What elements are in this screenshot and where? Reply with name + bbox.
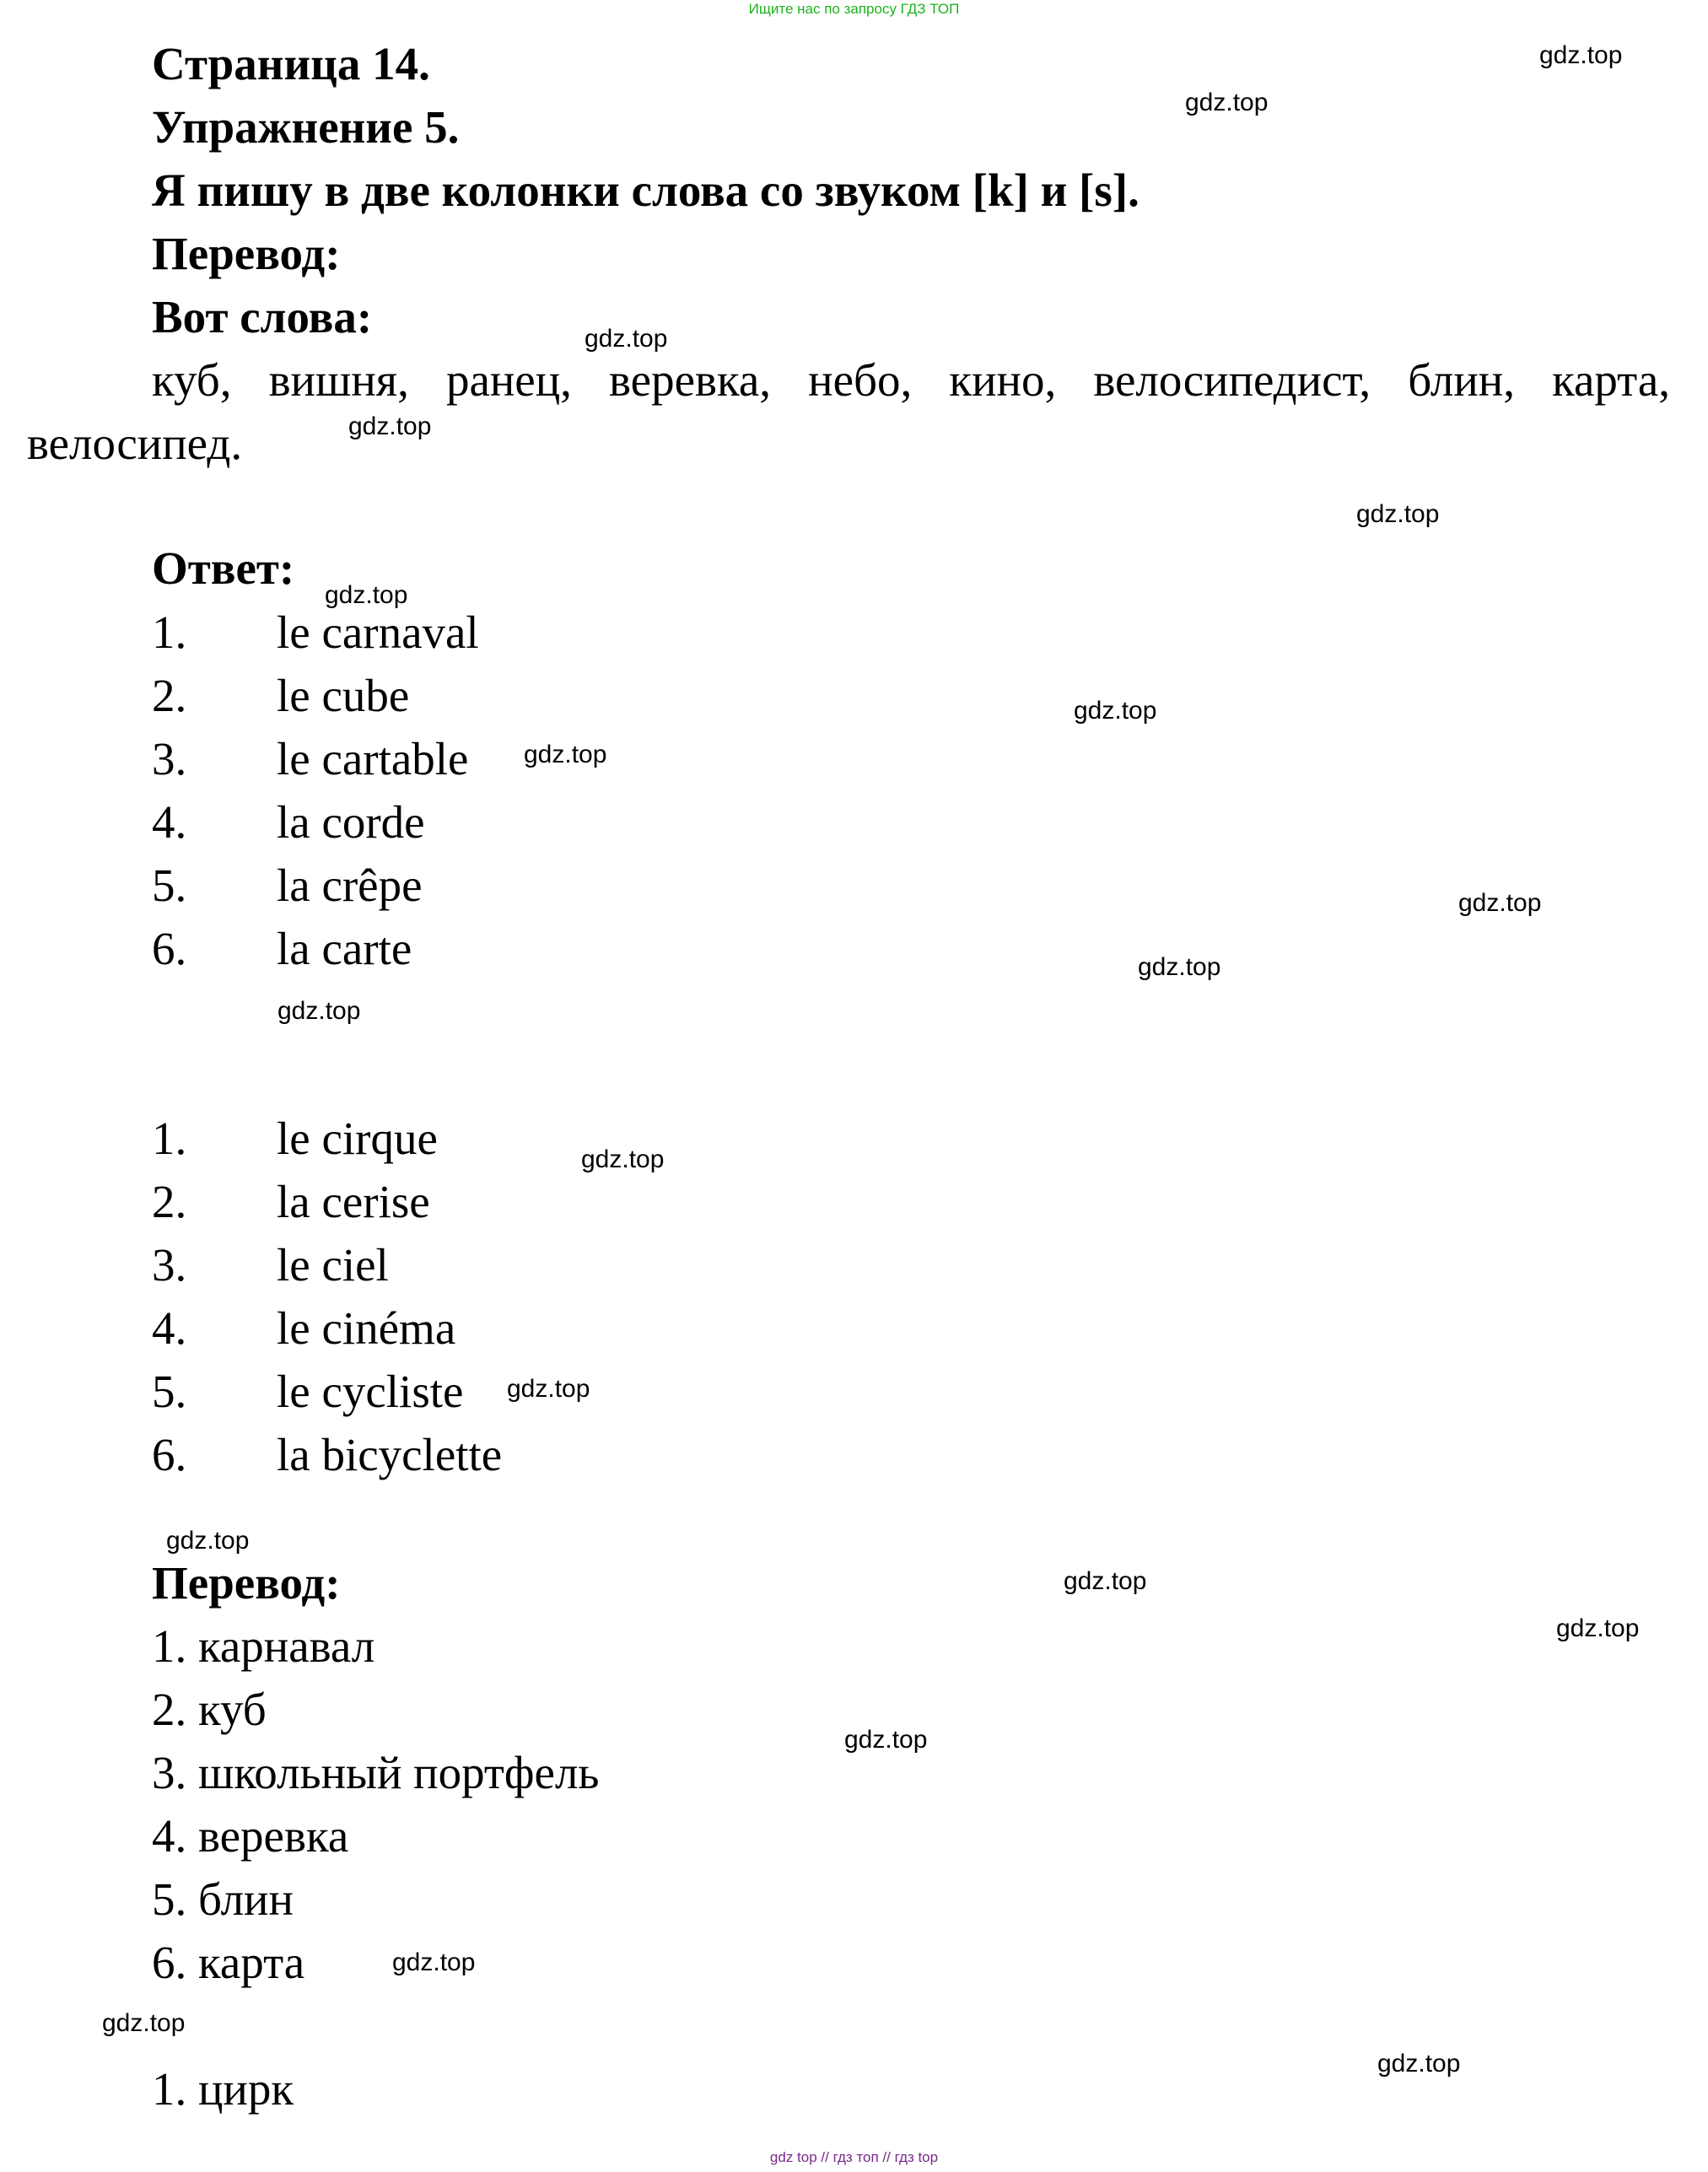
watermark: gdz.top <box>1556 1614 1640 1642</box>
list-number: 2. <box>152 670 187 721</box>
watermark: gdz.top <box>844 1726 928 1754</box>
word-item: блин, <box>1408 354 1515 406</box>
list-number: 3. <box>152 733 187 784</box>
translation-item: 6. карта <box>152 1937 305 1988</box>
page-title: Страница 14. <box>152 38 430 89</box>
list-number: 6. <box>152 1429 187 1480</box>
watermark: gdz.top <box>166 1527 250 1555</box>
list-word: la bicyclette <box>277 1429 503 1480</box>
list-word: la corde <box>277 796 425 848</box>
translation-item: 1. цирк <box>152 2063 294 2115</box>
list-word: le ciel <box>277 1239 389 1291</box>
words-list-line <box>152 353 1670 407</box>
list-number: 3. <box>152 1239 187 1291</box>
list-word: la carte <box>277 923 412 974</box>
list-word: la cerise <box>277 1176 430 1227</box>
answer-heading: Ответ: <box>152 542 295 594</box>
watermark: gdz.top <box>585 325 668 353</box>
list-word: la crêpe <box>277 860 423 911</box>
word-item: куб, <box>152 354 232 406</box>
list-word: le cycliste <box>277 1366 464 1417</box>
translation-heading: Перевод: <box>152 228 341 279</box>
watermark: gdz.top <box>1138 953 1221 981</box>
list-number: 1. <box>152 606 187 658</box>
words-list-continuation: велосипед. <box>27 418 243 469</box>
task-text: Я пишу в две колонки слова со звуком [k] и [s]. <box>152 164 1140 216</box>
translation-item: 2. куб <box>152 1684 267 1735</box>
translation-answer-heading: Перевод: <box>152 1557 341 1609</box>
list-number: 2. <box>152 1176 187 1227</box>
watermark: gdz.top <box>1377 2050 1461 2078</box>
watermark: gdz.top <box>581 1145 665 1173</box>
watermark: gdz.top <box>1356 500 1440 528</box>
watermark: gdz.top <box>1185 89 1269 116</box>
translation-item: 3. школьный портфель <box>152 1747 600 1798</box>
watermark: gdz.top <box>1539 41 1623 69</box>
watermark: gdz.top <box>325 581 408 609</box>
translation-item: 1. карнавал <box>152 1620 375 1672</box>
watermark: gdz.top <box>392 1948 476 1976</box>
exercise-title: Упражнение 5. <box>152 101 460 153</box>
list-word: le cube <box>277 670 410 721</box>
list-word: le carnaval <box>277 606 479 658</box>
watermark: gdz.top <box>524 741 607 768</box>
watermark: gdz.top <box>507 1375 590 1403</box>
watermark: gdz.top <box>1458 889 1542 917</box>
watermark: gdz.top <box>102 2009 186 2037</box>
list-word: le cirque <box>277 1113 438 1164</box>
list-number: 4. <box>152 796 187 848</box>
list-number: 5. <box>152 860 187 911</box>
watermark: gdz.top <box>1064 1567 1147 1595</box>
list-word: le cartable <box>277 733 469 784</box>
translation-item: 5. блин <box>152 1873 294 1925</box>
list-number: 1. <box>152 1113 187 1164</box>
translation-item: 4. веревка <box>152 1810 349 1862</box>
word-item: велосипедист, <box>1093 354 1371 406</box>
list-word: le cinéma <box>277 1302 456 1354</box>
word-item: небо, <box>808 354 913 406</box>
word-item: вишня, <box>268 354 409 406</box>
word-item: карта, <box>1552 354 1671 406</box>
word-item: ранец, <box>445 354 572 406</box>
watermark: gdz.top <box>1074 697 1157 725</box>
list-number: 4. <box>152 1302 187 1354</box>
top-banner[interactable]: Ищите нас по запросу ГДЗ ТОП <box>748 1 960 17</box>
bottom-banner[interactable]: gdz top // гдз топ // гдз top <box>769 2149 939 2165</box>
list-number: 5. <box>152 1366 187 1417</box>
word-item: кино, <box>949 354 1057 406</box>
watermark: gdz.top <box>348 412 432 440</box>
watermark: gdz.top <box>277 997 361 1025</box>
words-heading: Вот слова: <box>152 291 373 342</box>
list-number: 6. <box>152 923 187 974</box>
word-item: веревка, <box>609 354 772 406</box>
